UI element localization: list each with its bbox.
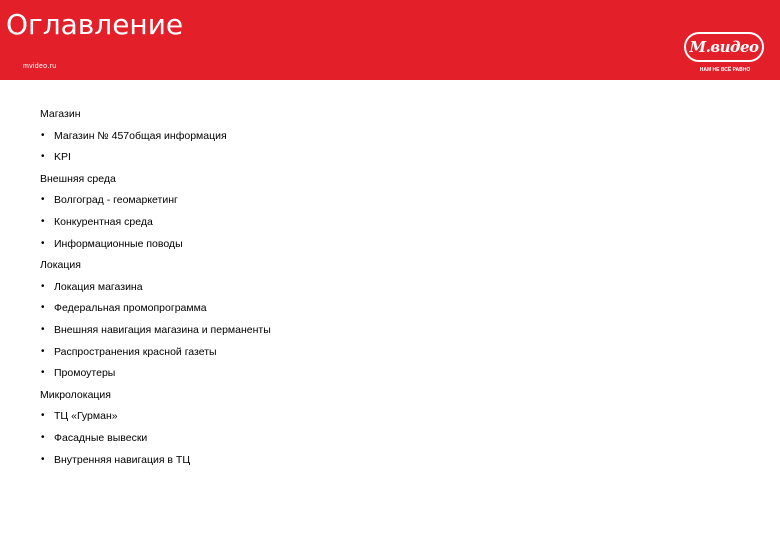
- mvideo-logo: [682, 32, 770, 76]
- toc-item: [40, 150, 740, 172]
- bullet-icon: •: [41, 215, 45, 227]
- toc-item-label: Волгоград - геомаркетинг: [54, 194, 178, 207]
- toc-item: [40, 431, 740, 453]
- logo-text: М.видео: [689, 38, 759, 56]
- toc-section-title: Магазин: [40, 108, 81, 120]
- toc-item-label: Внутренняя навигация в ТЦ: [54, 453, 191, 466]
- bullet-icon: •: [41, 367, 45, 379]
- toc-item-label: Информационные поводы: [54, 237, 183, 250]
- logo-slogan: НАМ НЕ ВСЁ РАВНО: [699, 67, 751, 73]
- toc-item-label: Распространения красной газеты: [54, 345, 217, 358]
- toc-item-label: Внешняя навигация магазина и перманенты: [54, 323, 271, 336]
- toc-section-title: Микролокация: [40, 388, 111, 401]
- toc-item: [40, 215, 740, 237]
- toc-item: [40, 301, 740, 323]
- toc-section-title: Внешняя среда: [40, 172, 116, 185]
- bullet-icon: •: [41, 237, 45, 249]
- bullet-icon: •: [41, 194, 45, 206]
- toc-item-label: Федеральная промопрограмма: [54, 302, 207, 315]
- toc-item: [40, 193, 740, 215]
- bullet-icon: •: [41, 431, 45, 443]
- toc-section-title: Локация: [40, 259, 81, 272]
- toc-item: [40, 323, 740, 345]
- page-title: Оглавление: [6, 8, 184, 41]
- bullet-icon: •: [41, 302, 45, 314]
- bullet-icon: •: [41, 410, 45, 422]
- header-banner: [0, 0, 780, 80]
- toc-item: [40, 280, 740, 302]
- toc-item-label: KPI: [54, 151, 71, 164]
- toc-item: [40, 409, 740, 431]
- logo-oval: [684, 32, 764, 62]
- toc-item: [40, 345, 740, 367]
- bullet-icon: •: [41, 345, 45, 357]
- toc-item: [40, 366, 740, 388]
- bullet-icon: •: [41, 280, 45, 292]
- toc-item-label: Конкурентная среда: [54, 215, 153, 228]
- toc-item-label: Локация магазина: [54, 280, 143, 293]
- toc-item-label: Фасадные вывески: [54, 431, 148, 444]
- toc-item-label: Магазин № 457общая информация: [54, 129, 227, 142]
- table-of-contents: [40, 107, 740, 474]
- toc-item-label: ТЦ «Гурман»: [54, 410, 118, 423]
- toc-item: [40, 237, 740, 259]
- bullet-icon: •: [41, 453, 45, 465]
- site-url: mvideo.ru: [23, 63, 57, 70]
- toc-item: [40, 453, 740, 475]
- bullet-icon: •: [41, 323, 45, 335]
- toc-item: [40, 129, 740, 151]
- bullet-icon: •: [41, 151, 45, 163]
- toc-item-label: Промоутеры: [54, 367, 116, 380]
- bullet-icon: •: [41, 129, 45, 141]
